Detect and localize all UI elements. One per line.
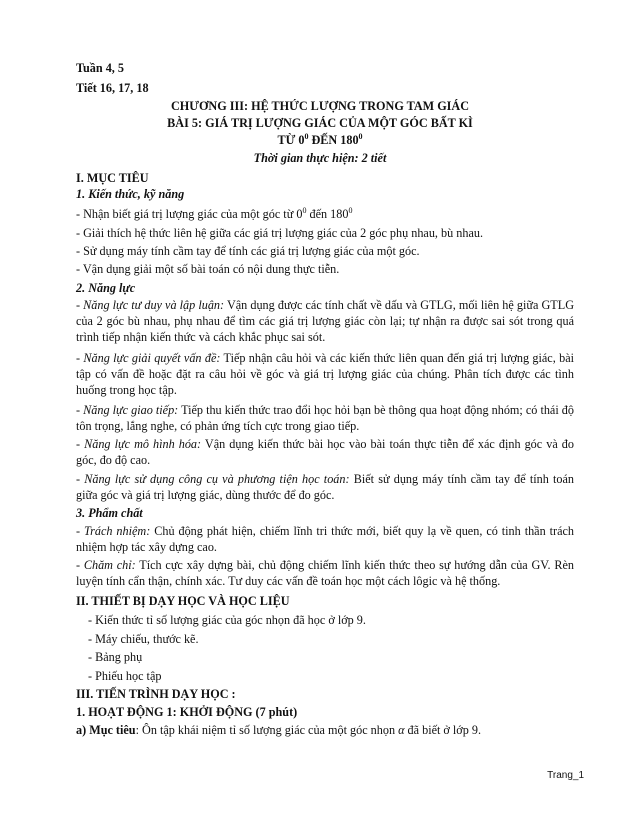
knowledge-item-4: - Vận dụng giải một số bài toán có nội dung thực tiễn. xyxy=(76,262,340,276)
page-number: Trang_1 xyxy=(547,770,584,781)
equipment-item-4: - Phiếu học tập xyxy=(88,669,162,683)
competency-item-2: - Năng lực giải quyết vấn đề: Tiếp nhận câu hỏi và các kiến thức liên quan đến giá trị lượng giác, bài tập có vấn đề hoặc đặt ra câu hỏi về góc và giá trị lượng giác của chúng. Phân tích được các tình huống trong học tập. xyxy=(76,351,574,397)
section-1-title: I. MỤC TIÊU xyxy=(76,171,149,185)
knowledge-item-1: - Nhận biết giá trị lượng giác của một góc từ $0^0$ đến $180^0$ xyxy=(76,205,353,221)
periods-label: Tiết 16, 17, 18 xyxy=(76,81,149,95)
angle-range-title: TỪ $0^0$ ĐẾN $180^0$ xyxy=(277,131,363,147)
competency-item-5: - Năng lực sử dụng công cụ và phương tiện học toán: Biết sử dụng máy tính cầm tay để tính toán giữa góc và giá trị lượng giác, dùng thước để đo góc. xyxy=(76,472,574,502)
quality-item-1: - Trách nhiệm: Chủ động phát hiện, chiếm lĩnh tri thức mới, biết quy lạ về quen, có tinh thần trách nhiệm hợp tác xây dựng cao. xyxy=(76,524,574,554)
subsection-knowledge-title: 1. Kiến thức, kỹ năng xyxy=(76,187,185,201)
competency-item-4: - Năng lực mô hình hóa: Vận dụng kiến thức bài học vào bài toán thực tiễn để xác định góc và đo góc, đo độ cao. xyxy=(76,437,574,467)
quality-item-2: - Chăm chỉ: Tích cực xây dựng bài, chủ động chiếm lĩnh kiến thức theo sự hướng dẫn của GV. Rèn luyện tính cẩn thận, chính xác. Tư duy các vấn đề toán học một cách lôgic và hệ thống. xyxy=(76,558,575,588)
activity-1-goal: a) Mục tiêu: Ôn tập khái niệm tỉ số lượng giác của một góc nhọn α đã biết ở lớp 9. xyxy=(76,723,482,737)
activity-1-title: 1. HOẠT ĐỘNG 1: KHỞI ĐỘNG (7 phút) xyxy=(76,705,298,719)
equipment-item-2: - Máy chiếu, thước kẽ. xyxy=(88,632,199,646)
section-2-title: II. THIẾT BỊ DẠY HỌC VÀ HỌC LIỆU xyxy=(76,594,290,608)
equipment-item-1: - Kiến thức tỉ số lượng giác của góc nhọn đã học ở lớp 9. xyxy=(88,613,366,627)
subsection-quality-title: 3. Phẩm chất xyxy=(76,506,143,520)
lesson-title: BÀI 5: GIÁ TRỊ LƯỢNG GIÁC CỦA MỘT GÓC BẤT KÌ xyxy=(167,116,473,130)
knowledge-item-2: - Giải thích hệ thức liên hệ giữa các giá trị lượng giác của 2 góc phụ nhau, bù nhau. xyxy=(76,226,483,240)
equipment-item-3: - Bảng phụ xyxy=(88,650,143,664)
section-3-title: III. TIẾN TRÌNH DẠY HỌC : xyxy=(76,687,236,701)
knowledge-item-3: - Sử dụng máy tính cầm tay để tính các giá trị lượng giác của một góc. xyxy=(76,244,420,258)
competency-item-1: - Năng lực tư duy và lập luận: Vận dụng được các tính chất về dấu và GTLG, mối liên hệ giữa GTLG của 2 góc bù nhau, phụ nhau để tìm các giá trị lượng giác còn lại; tự nhận ra được sai sót trong quá trình tiếp nhận kiến thức và cách khắc phục sai sót. xyxy=(76,298,574,344)
chapter-title: CHƯƠNG III: HỆ THỨC LƯỢNG TRONG TAM GIÁC xyxy=(170,99,470,113)
competency-item-3: - Năng lực giao tiếp: Tiếp thu kiến thức trao đổi học hỏi bạn bè thông qua hoạt động nhóm; có thái độ tôn trọng, lắng nghe, có phản ứng tích cực trong giao tiếp. xyxy=(76,403,574,433)
subsection-competency-title: 2. Năng lực xyxy=(76,281,136,295)
duration-label: Thời gian thực hiện: 2 tiết xyxy=(253,151,387,165)
week-label: Tuần 4, 5 xyxy=(76,61,124,75)
